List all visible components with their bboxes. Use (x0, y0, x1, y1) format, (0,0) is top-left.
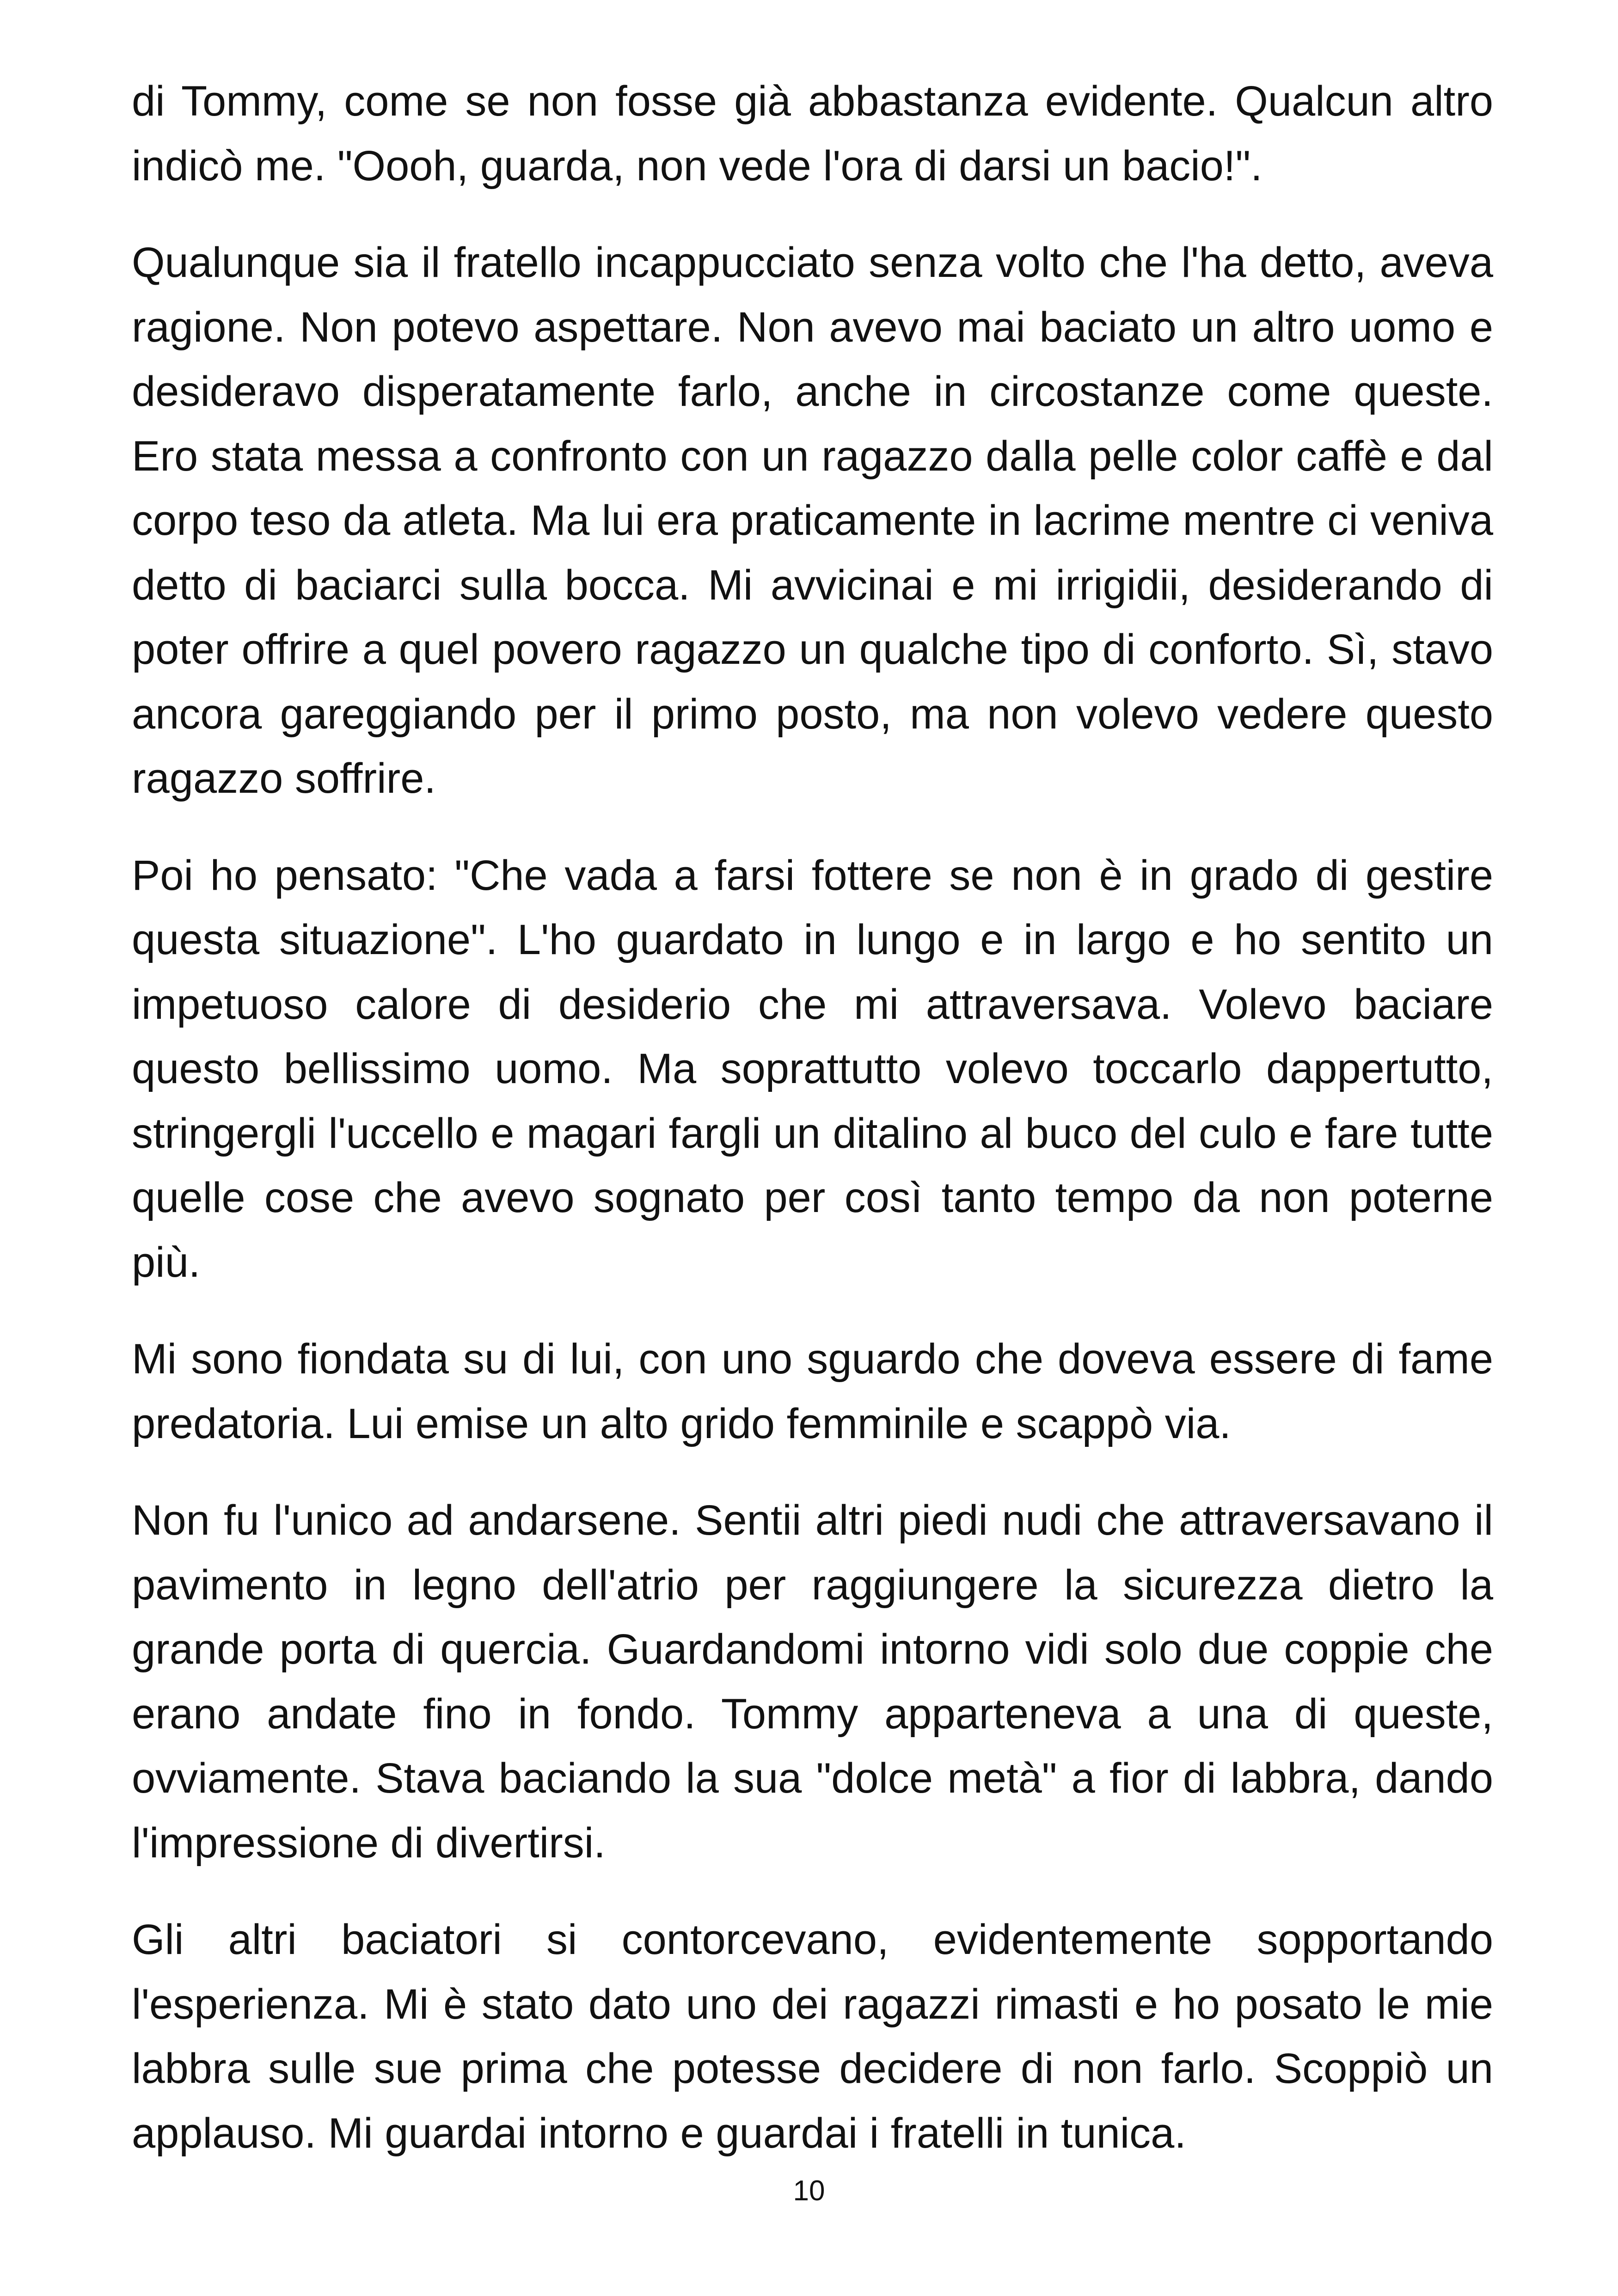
paragraph-3: Poi ho pensato: "Che vada a farsi fottere se non è in grado di gestire questa situazione". L'ho guardato in lungo e in largo e ho sentito un impetuoso calore di desiderio che mi attraversava. Volevo baciare questo bellissimo uomo. Ma soprattutto volevo toccarlo dappertutto, stringergli l'uccello e magari fargli un ditalino al buco del culo e fare tutte quelle cose che avevo sognato per così tanto tempo da non poterne più. (132, 851, 1493, 1286)
page-number: 10 (793, 2175, 825, 2207)
paragraph-6: Gli altri baciatori si contorcevano, evidentemente sopportando l'esperienza. Mi è stato dato uno dei ragazzi rimasti e ho posato le mie labbra sulle sue prima che potesse decidere di non farlo. Scoppiò un applauso. Mi guardai intorno e guardai i fratelli in tunica. (132, 1916, 1493, 2157)
paragraph-1: di Tommy, come se non fosse già abbastanza evidente. Qualcun altro indicò me. "Oooh, guarda, non vede l'ora di darsi un bacio!". (132, 78, 1493, 190)
page-body (132, 69, 1493, 2166)
paragraph-5: Non fu l'unico ad andarsene. Sentii altri piedi nudi che attraversavano il pavimento in legno dell'atrio per raggiungere la sicurezza dietro la grande porta di quercia. Guardandomi intorno vidi solo due coppie che erano andate fino in fondo. Tommy apparteneva a una di queste, ovviamente. Stava baciando la sua "dolce metà" a fior di labbra, dando l'impressione di divertirsi. (132, 1497, 1493, 1867)
paragraph-2: Qualunque sia il fratello incappucciato senza volto che l'ha detto, aveva ragione. Non potevo aspettare. Non avevo mai baciato un altro uomo e desideravo disperatamente farlo, anche in circostanze come queste. Ero stata messa a confronto con un ragazzo dalla pelle color caffè e dal corpo teso da atleta. Ma lui era praticamente in lacrime mentre ci veniva detto di baciarci sulla bocca. Mi avvicinai e mi irrigidii, desiderando di poter offrire a quel povero ragazzo un qualche tipo di conforto. Sì, stavo ancora gareggiando per il primo posto, ma non volevo vedere questo ragazzo soffrire. (132, 239, 1493, 802)
paragraph-4: Mi sono fiondata su di lui, con uno sguardo che doveva essere di fame predatoria. Lui emise un alto grido femminile e scappò via. (132, 1335, 1493, 1447)
